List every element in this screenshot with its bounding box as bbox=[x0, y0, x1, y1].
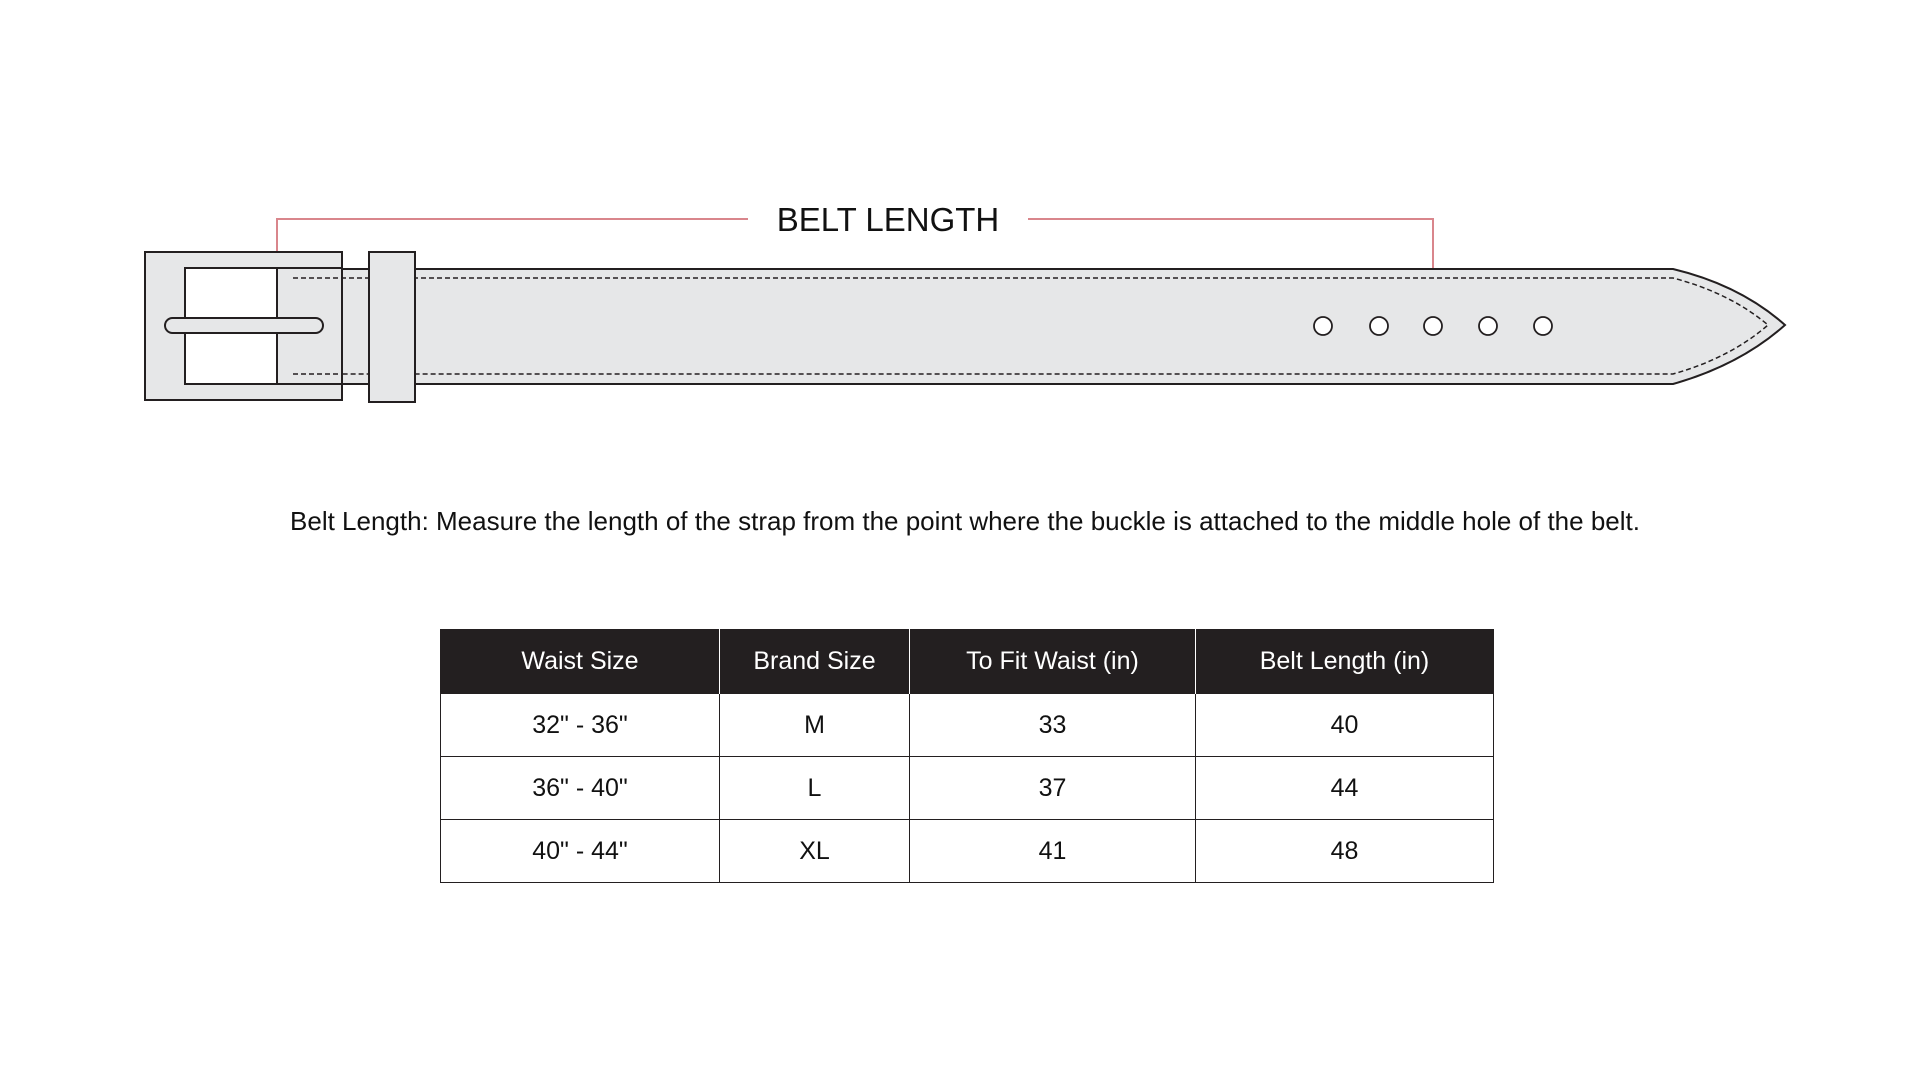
header-brand-size: Brand Size bbox=[720, 629, 910, 694]
buckle-prong bbox=[165, 318, 323, 333]
header-belt-length: Belt Length (in) bbox=[1196, 629, 1494, 694]
cell-to-fit-waist: 33 bbox=[910, 694, 1196, 757]
table-header-row bbox=[441, 629, 1494, 694]
belt-hole bbox=[1370, 317, 1388, 335]
cell-waist-size: 32" - 36" bbox=[441, 694, 720, 757]
table-row bbox=[441, 757, 1494, 820]
measure-bracket-right bbox=[1028, 219, 1433, 268]
cell-waist-size: 40" - 44" bbox=[441, 820, 720, 883]
belt-hole bbox=[1534, 317, 1552, 335]
cell-brand-size: L bbox=[720, 757, 910, 820]
header-to-fit-waist: To Fit Waist (in) bbox=[910, 629, 1196, 694]
table-row bbox=[441, 820, 1494, 883]
measure-bracket-left bbox=[277, 219, 748, 252]
table-row bbox=[441, 694, 1494, 757]
belt-keeper bbox=[369, 252, 415, 402]
cell-belt-length: 48 bbox=[1196, 820, 1494, 883]
belt-strap bbox=[340, 269, 1785, 384]
cell-brand-size: XL bbox=[720, 820, 910, 883]
cell-waist-size: 36" - 40" bbox=[441, 757, 720, 820]
cell-to-fit-waist: 41 bbox=[910, 820, 1196, 883]
measurement-instruction: Belt Length: Measure the length of the strap from the point where the buckle is attached to the middle hole of the belt. bbox=[290, 506, 1640, 536]
diagram-title: BELT LENGTH bbox=[776, 201, 1000, 238]
belt-hole bbox=[1424, 317, 1442, 335]
belt-hole bbox=[1314, 317, 1332, 335]
belt-hole bbox=[1479, 317, 1497, 335]
header-waist-size: Waist Size bbox=[441, 629, 720, 694]
belt-diagram bbox=[0, 0, 1920, 460]
cell-belt-length: 44 bbox=[1196, 757, 1494, 820]
cell-belt-length: 40 bbox=[1196, 694, 1494, 757]
cell-to-fit-waist: 37 bbox=[910, 757, 1196, 820]
cell-brand-size: M bbox=[720, 694, 910, 757]
size-chart-table bbox=[440, 629, 1494, 883]
